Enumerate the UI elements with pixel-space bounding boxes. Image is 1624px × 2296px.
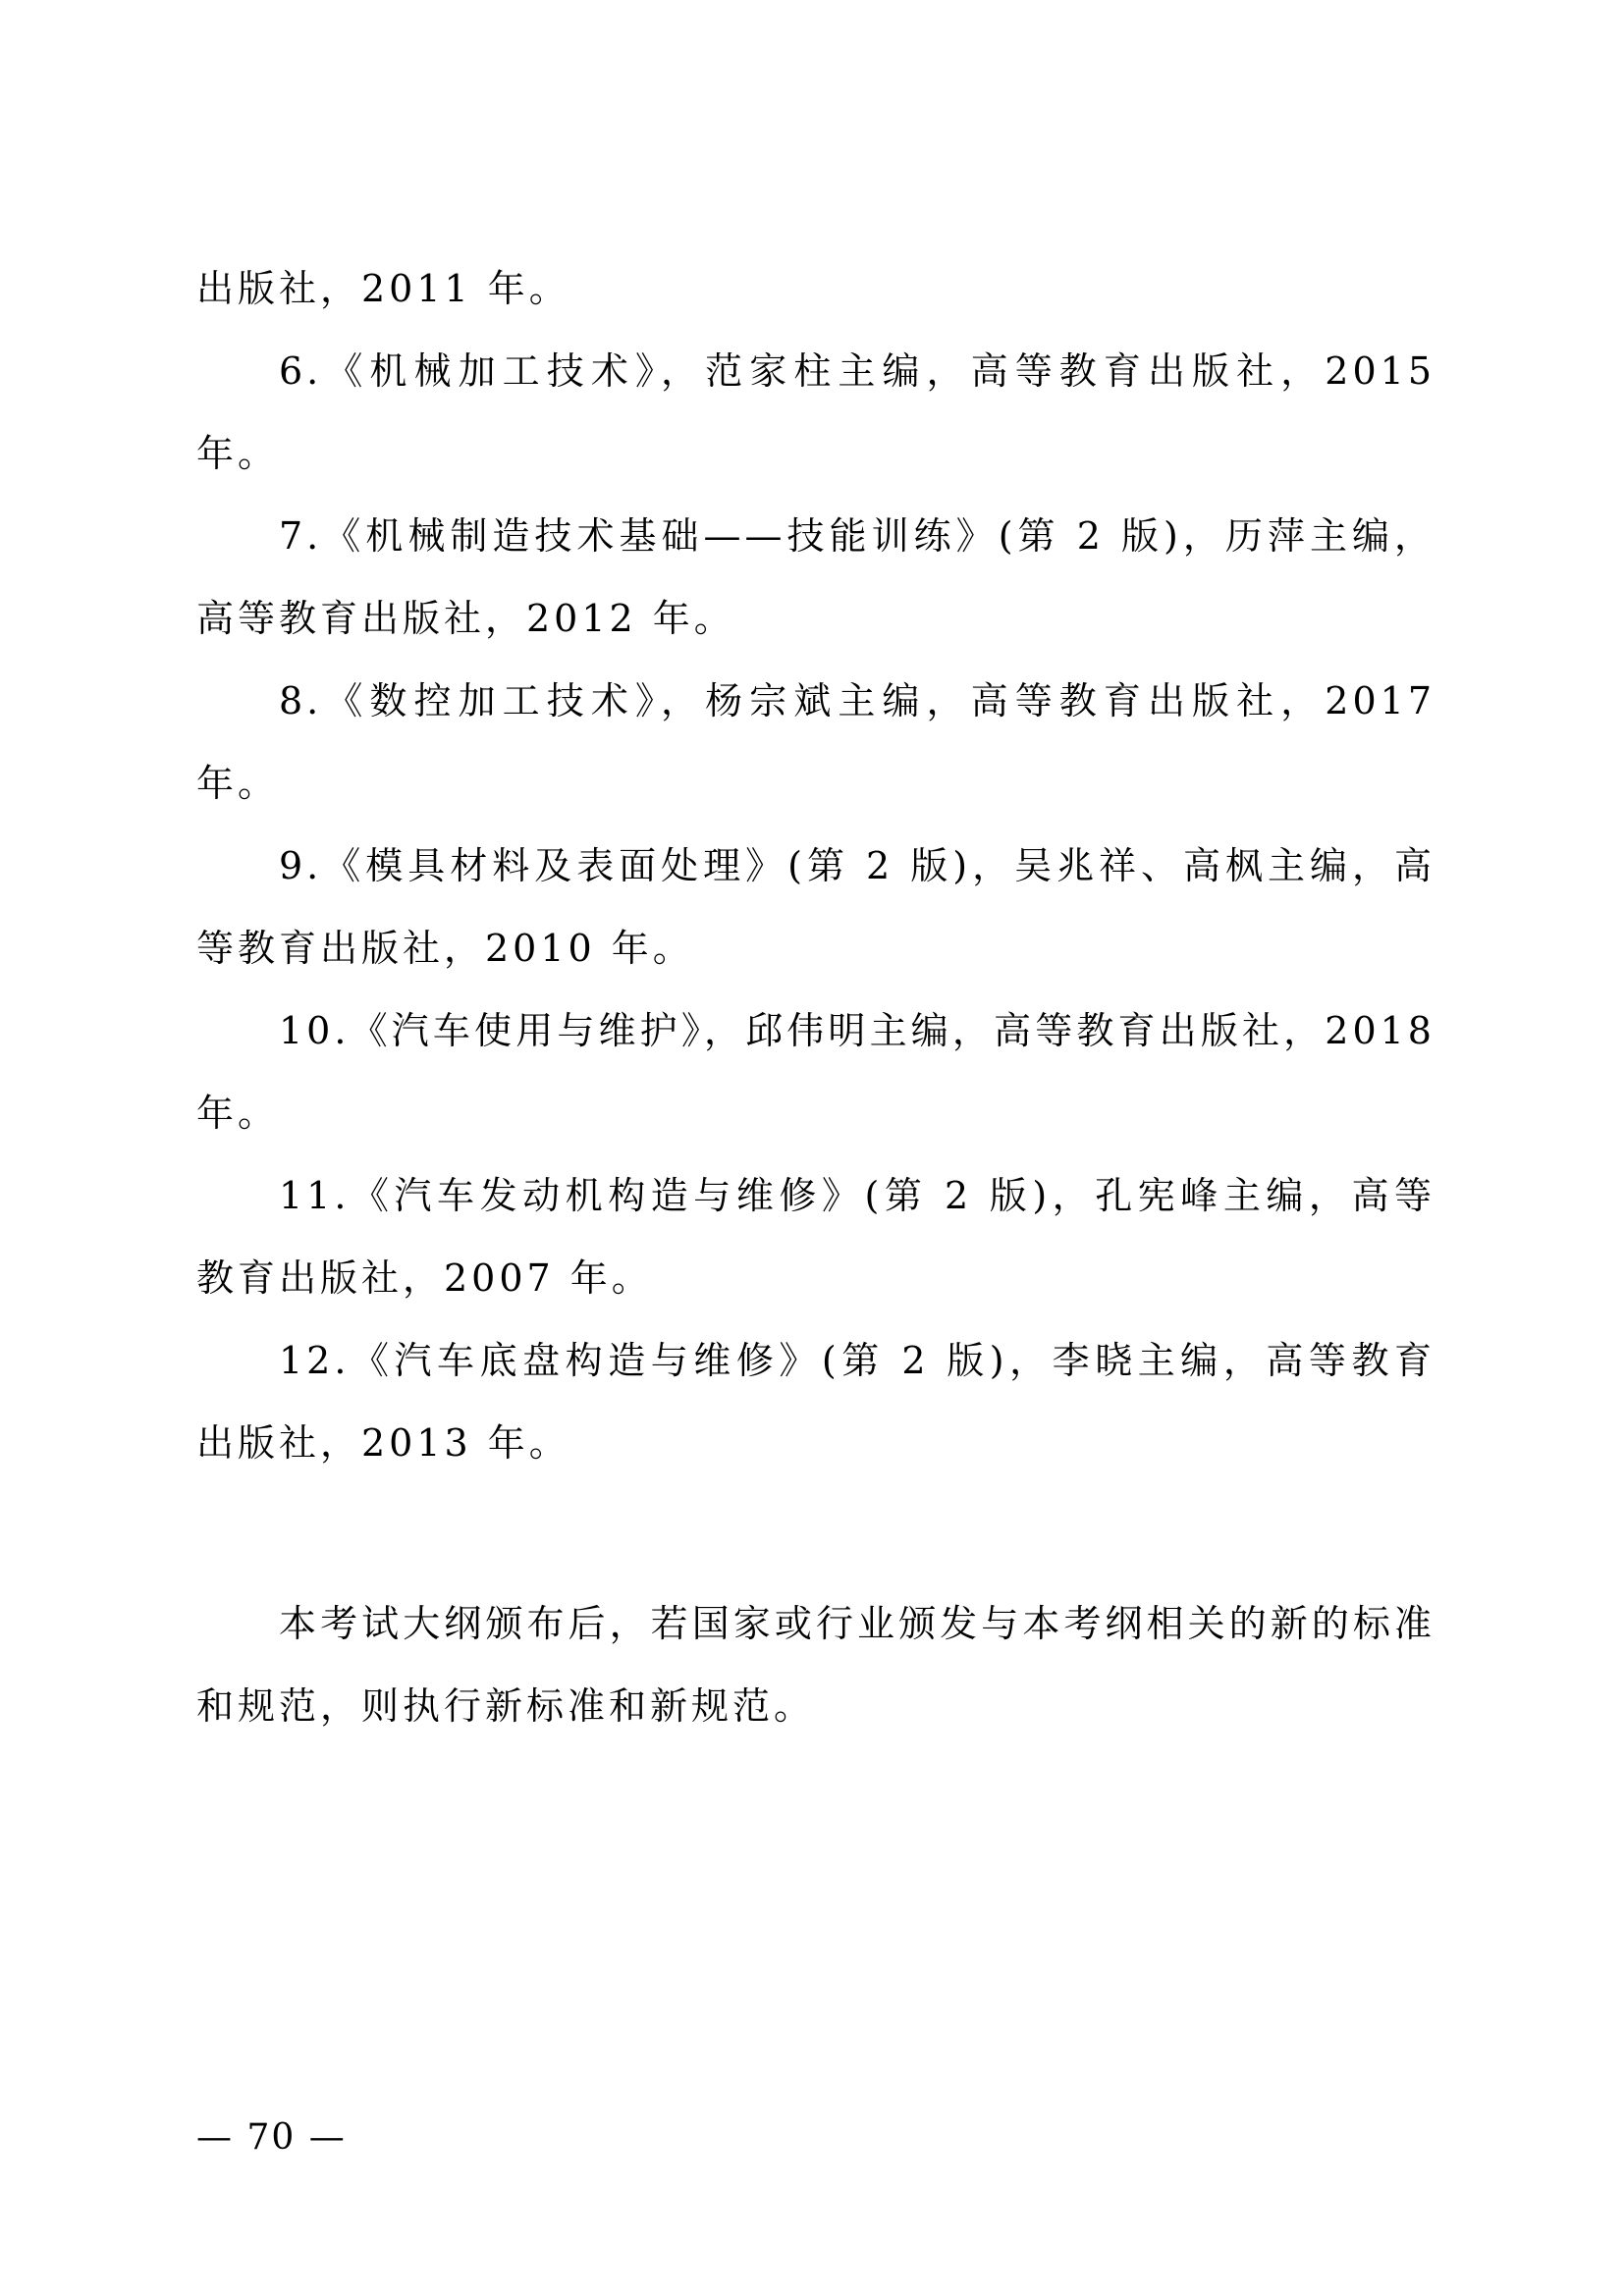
page-number: — 70 — bbox=[196, 2117, 347, 2158]
reference-continuation: 出版社，2011 年。 bbox=[196, 267, 570, 310]
reference-item-12: 12.《汽车底盘构造与维修》(第 2 版)，李晓主编，高等教育出版社，2013 年。 bbox=[196, 1339, 1435, 1465]
reference-item-8: 8.《数控加工技术》，杨宗斌主编，高等教育出版社，2017 年。 bbox=[196, 679, 1435, 805]
standards-note: 本考试大纲颁布后，若国家或行业颁发与本考纲相关的新的标准和规范，则执行新标准和新规范。 bbox=[196, 1602, 1435, 1728]
reference-item-11: 11.《汽车发动机构造与维修》(第 2 版)，孔宪峰主编，高等教育出版社，2007 年。 bbox=[196, 1174, 1435, 1300]
reference-item-6: 6.《机械加工技术》，范家柱主编，高等教育出版社，2015 年。 bbox=[196, 349, 1435, 475]
reference-item-9: 9.《模具材料及表面处理》(第 2 版)，吴兆祥、高枫主编，高等教育出版社，2010 年。 bbox=[196, 844, 1435, 970]
reference-item-7: 7.《机械制造技术基础——技能训练》(第 2 版)，历萍主编，高等教育出版社，2012 年。 bbox=[196, 514, 1435, 640]
section-spacer bbox=[196, 1484, 1435, 1582]
reference-item-10: 10.《汽车使用与维护》，邱伟明主编，高等教育出版社，2018 年。 bbox=[196, 1009, 1435, 1135]
document-body bbox=[196, 247, 1435, 1747]
